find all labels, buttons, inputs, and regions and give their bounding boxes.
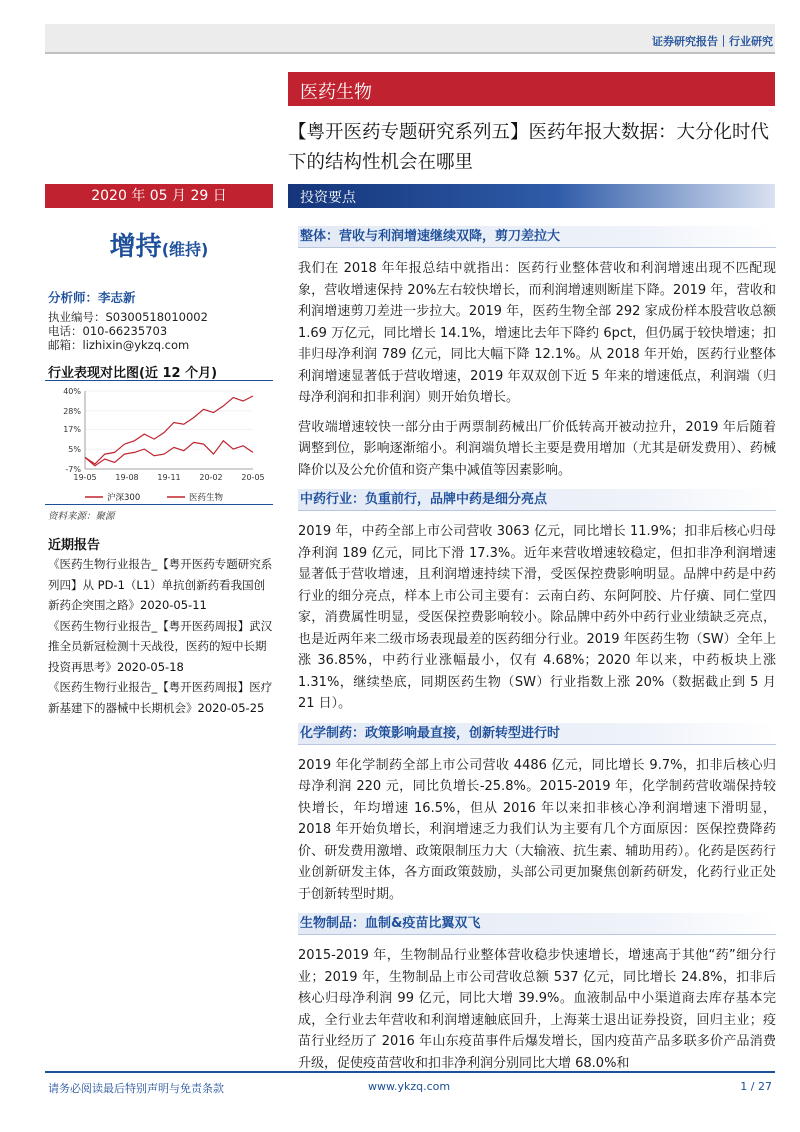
chart-source: 资料来源：聚源 [48, 511, 115, 522]
section-paragraph: 营收端增速较快一部分由于两票制药械出厂价低转高开被动拉升，2019 年后随着调整到位，影响逐渐缩小。利润端负增长主要是费用增加（尤其是研发费用）、药械降价以及公允价值和资产集中减值等因素影响。 [298, 419, 776, 478]
y-tick-label: 40% [63, 387, 81, 396]
section-heading: 整体：营收与利润增速继续双降，剪刀差拉大 [298, 226, 776, 248]
y-tick-label: -7% [65, 465, 81, 474]
report-title: 【粤开医药专题研究系列五】医药年报大数据：大分化时代下的结构性机会在哪里 [288, 122, 770, 173]
y-tick-label: 17% [63, 425, 81, 435]
section-paragraph: 2019 年，中药全部上市公司营收 3063 亿元，同比增长 11.9%；扣非后核心归母净利润 189 亿元，同比下滑 17.3%。近年来营收增速较稳定，但扣非净利润增速显著低于营收增速，且利润增速持续下滑，受医保控费影响明显。品牌中药是中药行业的细分亮点，样本上市公司主要有：云南白药、东阿阿胶、片仔癀、同仁堂四家，消费属性明显，受医保控费影响较小。除品牌中药外中药行业业绩缺乏亮点，也是近两年来二级市场表现最差的医药细分行业。2019 年医药生物（SW）全年上涨 36.85%，中药行业涨幅最小，仅有 4.68%；2020 年以来，中药板块上涨 1.31%，继续垫底，同期医药生物（SW）行业指数上涨 20%（数据截止到 5 月 21 日）。 [298, 524, 776, 711]
rating-sub: (维持) [161, 240, 209, 259]
recent-report-item[interactable]: 《医药生物行业报告_【粤开医药专题研究系列四】从 PD-1（L1）单抗创新药看我国创新药企突围之路》2020-05-11 [48, 557, 273, 612]
rating-main: 增持 [109, 232, 162, 262]
legend-label: 沪深300 [107, 493, 141, 503]
performance-chart [45, 380, 273, 505]
section-paragraph: 2015-2019 年，生物制品行业整体营收稳步快速增长，增速高于其他“药”细分行业；2019 年，生物制品上市公司营收总额 537 亿元，同比增长 24.8%，扣非后核心归母净利润 99 亿元，同比大增 39.9%。血液制品中小渠道商去库存基本完成，全行业去年营收和利润增速触底回升，上海莱士退出证券投资，回归主业；疫苗行业经历了 2016 年山东疫苗事件后爆发增长，国内疫苗产品多联多价产品消费升级，促使疫苗营收和扣非净利润分别同比大增 68.0%和 [298, 948, 776, 1071]
category-banner [288, 72, 775, 106]
rating [45, 226, 273, 263]
series-line-0 [85, 396, 253, 464]
top-divider [45, 52, 775, 54]
x-tick-label: 20-05 [241, 473, 265, 482]
date-banner [45, 184, 273, 208]
footer-website[interactable]: www.ykzq.com [368, 1080, 451, 1093]
performance-chart-svg [45, 381, 273, 504]
footer-divider [45, 1071, 775, 1073]
analyst-email[interactable]: 邮箱：lizhixin@ykzq.com [48, 338, 190, 352]
section-heading: 中药行业：负重前行，品牌中药是细分亮点 [298, 489, 776, 511]
recent-report-item[interactable]: 《医药生物行业报告_【粤开医药周报】医疗新基建下的器械中长期机会》2020-05-25 [48, 680, 273, 715]
report-date: 2020 年 05 月 29 日 [91, 188, 227, 204]
analyst-license: 执业编号：S0300518010002 [48, 310, 208, 324]
footer-disclaimer[interactable]: 请务必阅读最后特别声明与免责条款 [48, 1082, 224, 1095]
section-paragraph: 我们在 2018 年年报总结中就指出：医药行业整体营收和利润增速出现不匹配现象，营收增速保持 20%左右较快增长，而利润增速则断崖下降。2019 年，营收和利润增速剪刀差进一步拉大。2019 年，医药生物全部 292 家成份样本股营收总额 1.69 万亿元，同比增长 14.1%，增速比去年下降约 6pct，但仍属于较快增速；扣非归母净利润 789 亿元，同比大幅下降 12.1%。从 2018 年开始，医药行业整体利润增速显著低于营收增速，2019 年双双创下近 5 年来的增速低点，利润端（归母净利润和扣非利润）则开始负增长。 [298, 261, 776, 405]
chart-title: 行业表现对比图(近 12 个月) [48, 366, 218, 381]
section-heading: 化学制药：政策影响最直接，创新转型进行时 [298, 723, 776, 745]
recent-reports-title: 近期报告 [48, 538, 101, 553]
y-tick-label: 5% [68, 445, 81, 455]
section-paragraph: 2019 年化学制药全部上市公司营收 4486 亿元，同比增长 9.7%，扣非后核心归母净利润 220 元，同比负增长-25.8%。2015-2019 年，化学制药营收端保持较快增长，年均增速 16.5%，但从 2016 年以来扣非核心净利润增速下滑明显，2018 年开始负增长，利润增速乏力我们认为主要有几个方面原因：医保控费降药价、研发费用激增、政策限制压力大（大输液、抗生素、辅助用药）。化药是医药行业创新研发主体，各方面政策鼓励，头部公司更加聚焦创新药研发，化药行业正处于创新转型时期。 [298, 757, 776, 902]
category-label: 医药生物 [300, 82, 372, 103]
x-tick-label: 19-11 [157, 473, 181, 482]
analyst-info [48, 288, 276, 352]
analyst-phone: 电话：010-66235703 [48, 324, 168, 338]
recent-reports-list [48, 554, 273, 718]
x-tick-label: 19-05 [73, 473, 97, 482]
main-content [298, 226, 776, 1082]
recent-report-item[interactable]: 《医药生物行业报告_【粤开医药周报】武汉推全员新冠检测十天战役，医药的短中长期投资再思考》2020-05-18 [48, 618, 273, 674]
section-banner [288, 184, 775, 208]
x-tick-label: 20-02 [199, 473, 223, 482]
analyst-name: 分析师：李志新 [48, 290, 136, 305]
x-tick-label: 19-08 [115, 473, 139, 482]
top-bar [45, 24, 775, 52]
report-type: 证券研究报告｜行业研究 [652, 35, 773, 48]
section-title: 投资要点 [300, 190, 356, 206]
section-heading: 生物制品：血制&疫苗比翼双飞 [298, 913, 776, 935]
footer-page-number: 1 / 27 [740, 1080, 772, 1093]
y-tick-label: 28% [63, 406, 81, 416]
section-banner-bg [288, 184, 775, 208]
legend-label: 医药生物 [189, 493, 224, 503]
